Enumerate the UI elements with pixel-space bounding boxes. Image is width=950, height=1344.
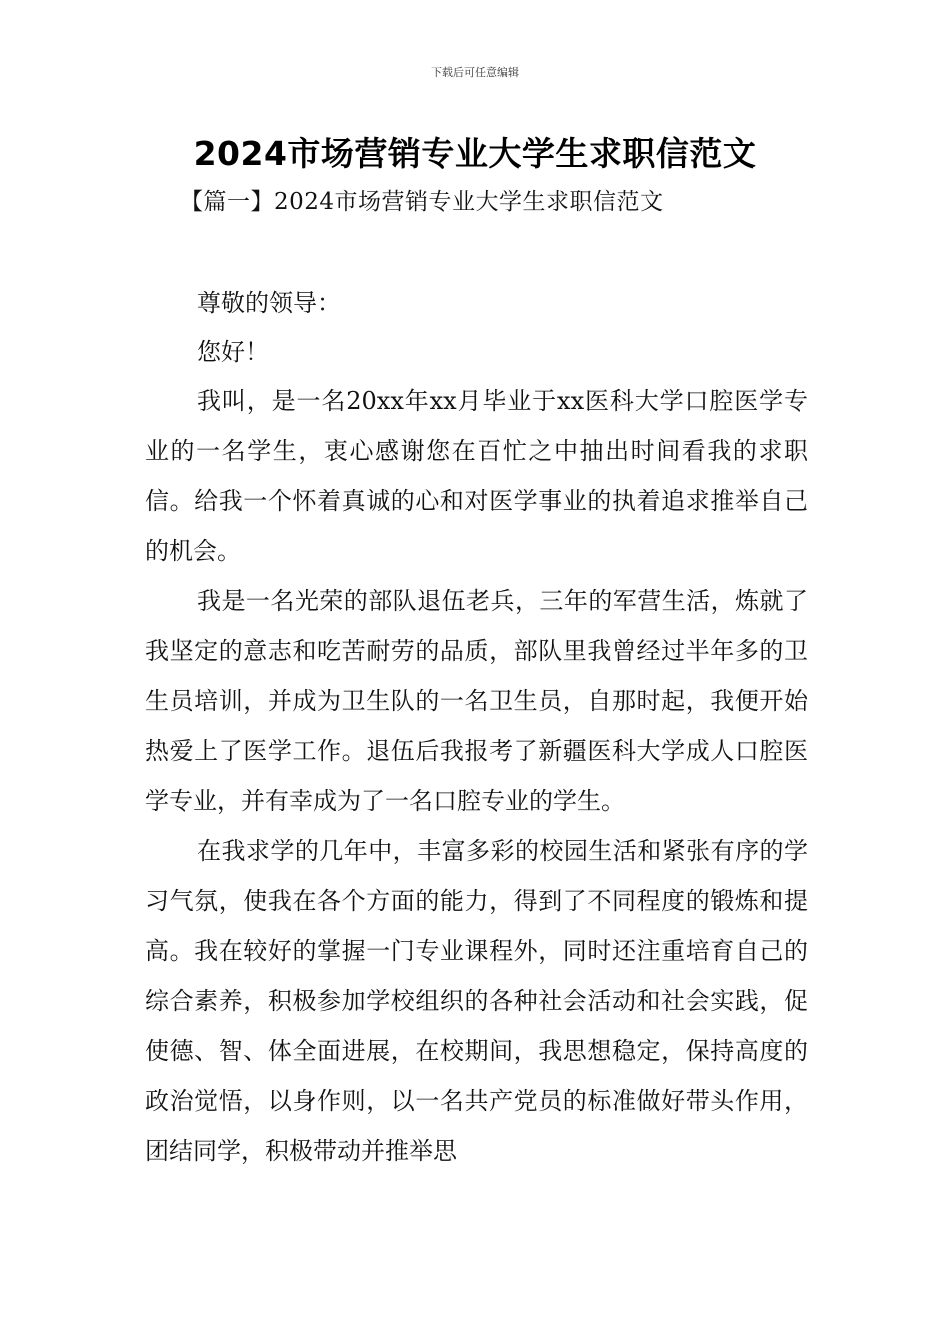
letter-body xyxy=(145,376,808,1176)
header-note: 下载后可任意编辑 xyxy=(431,66,519,79)
letter-salutation xyxy=(145,278,808,328)
document-title: 2024市场营销专业大学生求职信范文 xyxy=(193,134,757,173)
greeting-text: 您好！ xyxy=(197,338,269,366)
salutation-text: 尊敬的领导： xyxy=(197,289,341,317)
body-paragraph: 我叫，是一名20xx年xx月毕业于xx医科大学口腔医学专业的一名学生，衷心感谢您在百忙之中抽出时间看我的求职信。给我一个怀着真诚的心和对医学事业的执着追求推举自己的机会。 xyxy=(145,387,808,565)
body-paragraph: 在我求学的几年中，丰富多彩的校园生活和紧张有序的学习气氛，使我在各个方面的能力，得到了不同程度的锻炼和提高。我在较好的掌握一门专业课程外，同时还注重培育自己的综合素养，积极参加学校组织的各种社会活动和社会实践，促使德、智、体全面进展，在校期间，我思想稳定，保持高度的政治觉悟，以身作则，以一名共产党员的标准做好带头作用，团结同学，积极带动并推举思 xyxy=(145,837,808,1165)
body-paragraph: 我是一名光荣的部队退伍老兵，三年的军营生活，炼就了我坚定的意志和吃苦耐劳的品质，部队里我曾经过半年多的卫生员培训，并成为卫生队的一名卫生员，自那时起，我便开始热爱上了医学工作。退伍后我报考了新疆医科大学成人口腔医学专业，并有幸成为了一名口腔专业的学生。 xyxy=(145,587,808,815)
section-subtitle: 【篇一】2024市场营销专业大学生求职信范文 xyxy=(180,189,664,215)
letter-greeting xyxy=(145,327,808,377)
